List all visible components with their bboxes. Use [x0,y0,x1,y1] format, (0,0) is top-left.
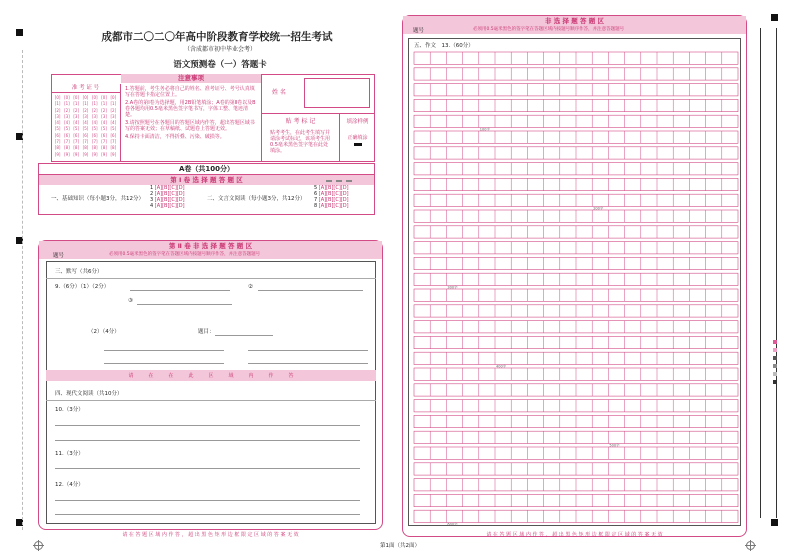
q9-blank3-label: ③ [128,298,133,304]
exam-digit-bubble[interactable]: [9] [73,151,80,157]
exam-digit-bubble[interactable]: [4] [110,120,117,126]
part4-label: 四、现代文阅读（共10分） [55,391,123,397]
exam-digit-bubble[interactable]: [8] [91,145,98,151]
registration-mark [771,519,778,526]
exam-digit-bubble[interactable]: [0] [54,95,61,100]
right-edge-line [760,28,761,518]
exam-digit-bubble[interactable]: [5] [91,126,98,132]
notice-item: 3.请按照题号在各题目的答题区域内作答，超出答题区域书写的答案无效；在草稿纸、试题卷上答题无效。 [125,120,255,132]
choice-options[interactable]: [A][B][C][D] [318,185,349,191]
choice-row[interactable] [314,203,349,209]
word-count-marker: 600字 [447,522,458,527]
exam-number-bubbles[interactable] [51,93,120,158]
q12-line[interactable] [55,500,360,501]
fill-sample-label: 填涂样例 [346,119,369,125]
choice-options[interactable]: [A][B][C][D] [154,191,185,197]
footer-right-text: 请 在 答 题 区 域 内 作 答 ， 超 出 黑 色 矩 形 边 框 限 定 区 域 的 答 案 无 效 [486,532,663,538]
section2-instruction: 必须用0.5毫米黑色的签字笔在答题区域内按题号顺序作答，并注意答题题号 [109,252,261,257]
exam-digit-bubble[interactable]: [9] [101,151,107,157]
exam-digit-bubble[interactable]: [7] [101,139,107,145]
notice-item: 4.保持卡面清洁，不得折叠、污染、破损等。 [125,134,225,140]
essay-label: 五、作文 13.（60分） [414,43,474,49]
calibration-mark [773,356,777,360]
q9-blank2-label: ② [248,284,253,290]
exam-digit-bubble[interactable]: [7] [110,139,117,145]
right-panel-header [403,16,746,34]
exam-digit-bubble[interactable]: [7] [73,139,80,145]
exam-digit-bubble[interactable]: [4] [82,120,89,126]
choice-options[interactable]: [A][B][C][D] [318,197,349,203]
q9b-line[interactable] [104,350,224,351]
q9b-title-label: 题目： [198,329,215,335]
exam-digit-bubble[interactable]: [6] [110,132,117,138]
barcode-box [262,114,340,162]
q11-label: 11.（3分） [55,451,84,457]
essay-grid[interactable] [410,50,738,527]
exam-digit-bubble[interactable]: [3] [73,113,80,119]
part3-divider [46,278,376,279]
calibration-mark [773,364,777,368]
footer-left-text: 请 在 答 题 区 域 内 作 答 ， 超 出 黑 色 矩 形 边 框 限 定 区 域 的 答 案 无 效 [122,532,299,538]
calibration-mark [773,340,777,344]
exam-digit-bubble[interactable]: [9] [54,151,61,157]
exam-digit-bubble[interactable]: [2] [73,107,80,113]
part1-label: 一、基础知识（每小题3分，共12分） [51,196,144,202]
q12-label: 12.（4分） [55,482,84,488]
exam-digit-bubble[interactable]: [1] [101,101,107,107]
exam-digit-bubble[interactable]: [3] [110,113,117,119]
choice-number: 2 [150,191,155,197]
barcode-label: 贴 考 标 记 [285,118,316,125]
section2-header [39,241,382,259]
exam-digit-bubble[interactable]: [8] [73,145,80,151]
exam-digit-bubble[interactable]: [8] [101,145,107,151]
choice-options[interactable]: [A][B][C][D] [154,197,185,203]
binding-line [22,50,23,530]
exam-digit-bubble[interactable]: [1] [82,101,89,107]
choice-options[interactable]: [A][B][C][D] [318,191,349,197]
exam-digit-bubble[interactable]: [6] [91,132,98,138]
q9b-title-line[interactable] [215,335,273,336]
registration-mark [16,29,23,36]
exam-digit-bubble[interactable]: [1] [91,101,98,107]
exam-digit-bubble[interactable]: [0] [101,95,107,100]
choice-options[interactable]: [A][B][C][D] [154,185,185,191]
exam-digit-bubble[interactable]: [8] [54,145,61,151]
exam-digit-bubble[interactable]: [9] [82,151,89,157]
q10-label: 10.（3分） [55,407,84,413]
choice-row[interactable] [150,203,185,209]
exam-digit-bubble[interactable]: [9] [91,151,98,157]
page-subtitle: （含成都市初中毕业会考） [183,46,256,53]
notice-box [121,74,262,162]
exam-digit-bubble[interactable]: [8] [110,145,117,151]
page-title: 成都市二〇二〇年高中阶段教育学校统一招生考试 [101,31,333,43]
right-panel-tihao: 题号 [413,28,425,34]
exam-digit-bubble[interactable]: [2] [82,107,89,113]
exam-digit-bubble[interactable]: [4] [64,120,70,126]
registration-mark [771,14,778,21]
fill-sample [340,114,375,162]
correct-fill-label: 正确填涂 [347,135,368,141]
q9-line[interactable] [258,290,363,291]
exam-digit-bubble[interactable]: [7] [64,139,70,145]
notice-item: 1.答题前，考生务必将自己的姓名、准考证号、考号认真填写在答题卡指定位置上。 [125,86,255,98]
exam-digit-bubble[interactable]: [3] [64,113,70,119]
calibration-mark [773,348,777,352]
exam-number-grid [51,84,121,162]
choice-number: 3 [150,197,155,203]
exam-digit-bubble[interactable]: [5] [101,126,107,132]
barcode-text: 贴考考生，在此考生填写并请涂考试标记，该项考生用0.5毫米黑色签字笔在此处填涂。 [270,130,331,154]
page-number: 第1面（共2面） [380,543,420,549]
exam-digit-bubble[interactable]: [4] [91,120,98,126]
q9-label: 9.（6分）（1）（2分） [55,284,110,290]
q9-line[interactable] [130,290,230,291]
right-panel-instruction: 必须用0.5毫米黑色的签字笔在答题区域内按题号顺序作答，并注意答题题号 [473,27,625,32]
choice-options[interactable]: [A][B][C][D] [318,203,349,209]
exam-digit-bubble[interactable]: [2] [91,107,98,113]
q9-line[interactable] [137,304,232,305]
exam-digit-bubble[interactable]: [3] [101,113,107,119]
no-write-text: 请 在 在 此 区 域 内 作 答 [128,373,294,379]
exam-digit-bubble[interactable]: [4] [101,120,107,126]
correct-fill-mark [354,143,362,146]
q10-line[interactable] [55,440,360,441]
exam-digit-bubble[interactable]: [5] [82,126,89,132]
exam-digit-bubble[interactable]: [6] [101,132,107,138]
exam-digit-bubble[interactable]: [9] [110,151,117,157]
name-label: 姓 名 [272,89,286,96]
exam-digit-bubble[interactable]: [0] [82,95,89,100]
q9b-label: （2）（4分） [88,329,120,335]
exam-digit-bubble[interactable]: [3] [82,113,89,119]
exam-digit-bubble[interactable]: [2] [110,107,117,113]
section1-title: 第 Ⅰ 卷 选 择 题 答 题 区 [39,175,374,185]
section2-title: 第 Ⅱ 卷 非 选 择 题 答 题 区 [168,242,253,250]
exam-digit-bubble[interactable]: [7] [91,139,98,145]
notice-title: 注意事项 [121,74,261,83]
exam-digit-bubble[interactable]: [3] [54,113,61,119]
exam-digit-bubble[interactable]: [0] [64,95,70,100]
exam-digit-bubble[interactable]: [0] [91,95,98,100]
q10-line[interactable] [55,425,360,426]
exam-digit-bubble[interactable]: [7] [54,139,61,145]
q11-line[interactable] [55,468,360,469]
exam-digit-bubble[interactable]: [2] [64,107,70,113]
word-count-marker: 200字 [593,206,604,211]
exam-digit-bubble[interactable]: [6] [54,132,61,138]
exam-digit-bubble[interactable]: [0] [110,95,117,100]
exam-digit-bubble[interactable]: [0] [73,95,80,100]
q9b-line[interactable] [104,363,224,364]
q9b-line[interactable] [248,350,368,351]
part4-divider [46,400,376,401]
right-edge-line [776,28,777,518]
choice-options[interactable]: [A][B][C][D] [154,203,185,209]
exam-digit-bubble[interactable]: [4] [54,120,61,126]
exam-digit-bubble[interactable]: [2] [54,107,61,113]
choice-number: 5 [314,185,319,191]
part3-label: 三、默写（共6分） [55,269,103,275]
exam-digit-bubble[interactable]: [1] [73,101,80,107]
crosshair-icon [34,541,43,550]
choice-number: 1 [150,185,155,191]
section-a-title: A卷（共100分） [39,164,374,175]
exam-digit-bubble[interactable]: [8] [82,145,89,151]
calibration-mark [773,372,777,376]
card-title: 语文预测卷（一）答题卡 [173,60,267,70]
options-left [150,185,185,209]
notice-item: 2.A卷的第Ⅰ卷为选择题，用2B铅笔填涂；A卷的第Ⅱ卷以及B卷各题均用0.5毫米黑色签字笔书写，字体工整、笔迹清楚。 [125,100,256,118]
dash-mark [326,180,352,182]
exam-digit-bubble[interactable]: [3] [91,113,98,119]
exam-digit-bubble[interactable]: [6] [73,132,80,138]
word-count-marker: 100字 [479,127,490,132]
word-count-marker: 500字 [609,443,620,448]
exam-digit-bubble[interactable]: [4] [73,120,80,126]
q12-line[interactable] [55,514,360,515]
calibration-mark [773,380,777,384]
name-box [262,74,375,114]
exam-number-label: 准 考 证 号 [51,84,120,93]
word-count-marker: 400字 [496,364,507,369]
exam-digit-bubble[interactable]: [2] [101,107,107,113]
choice-number: 8 [314,203,319,209]
exam-digit-bubble[interactable]: [7] [82,139,89,145]
exam-digit-bubble[interactable]: [5] [73,126,80,132]
q9b-line[interactable] [248,363,368,364]
options-right [314,185,349,209]
choice-number: 7 [314,197,319,203]
choice-number: 6 [314,191,319,197]
right-panel-title: 非 选 择 题 答 题 区 [544,17,605,25]
exam-digit-bubble[interactable]: [8] [64,145,70,151]
exam-digit-bubble[interactable]: [6] [64,132,70,138]
part2-label: 二、文言文阅读（每小题3分，共12分） [207,196,306,202]
exam-digit-bubble[interactable]: [9] [64,151,70,157]
exam-digit-bubble[interactable]: [1] [110,101,117,107]
crosshair-icon [746,541,755,550]
choice-number: 4 [150,203,155,209]
exam-digit-bubble[interactable]: [5] [54,126,61,132]
word-count-marker: 300字 [447,285,458,290]
exam-digit-bubble[interactable]: [1] [64,101,70,107]
exam-digit-bubble[interactable]: [1] [54,101,61,107]
section-a-box [38,163,375,215]
name-field[interactable] [304,78,370,108]
exam-digit-bubble[interactable]: [6] [82,132,89,138]
exam-digit-bubble[interactable]: [5] [110,126,117,132]
section2-tihao: 题号 [53,253,65,259]
exam-digit-bubble[interactable]: [5] [64,126,70,132]
